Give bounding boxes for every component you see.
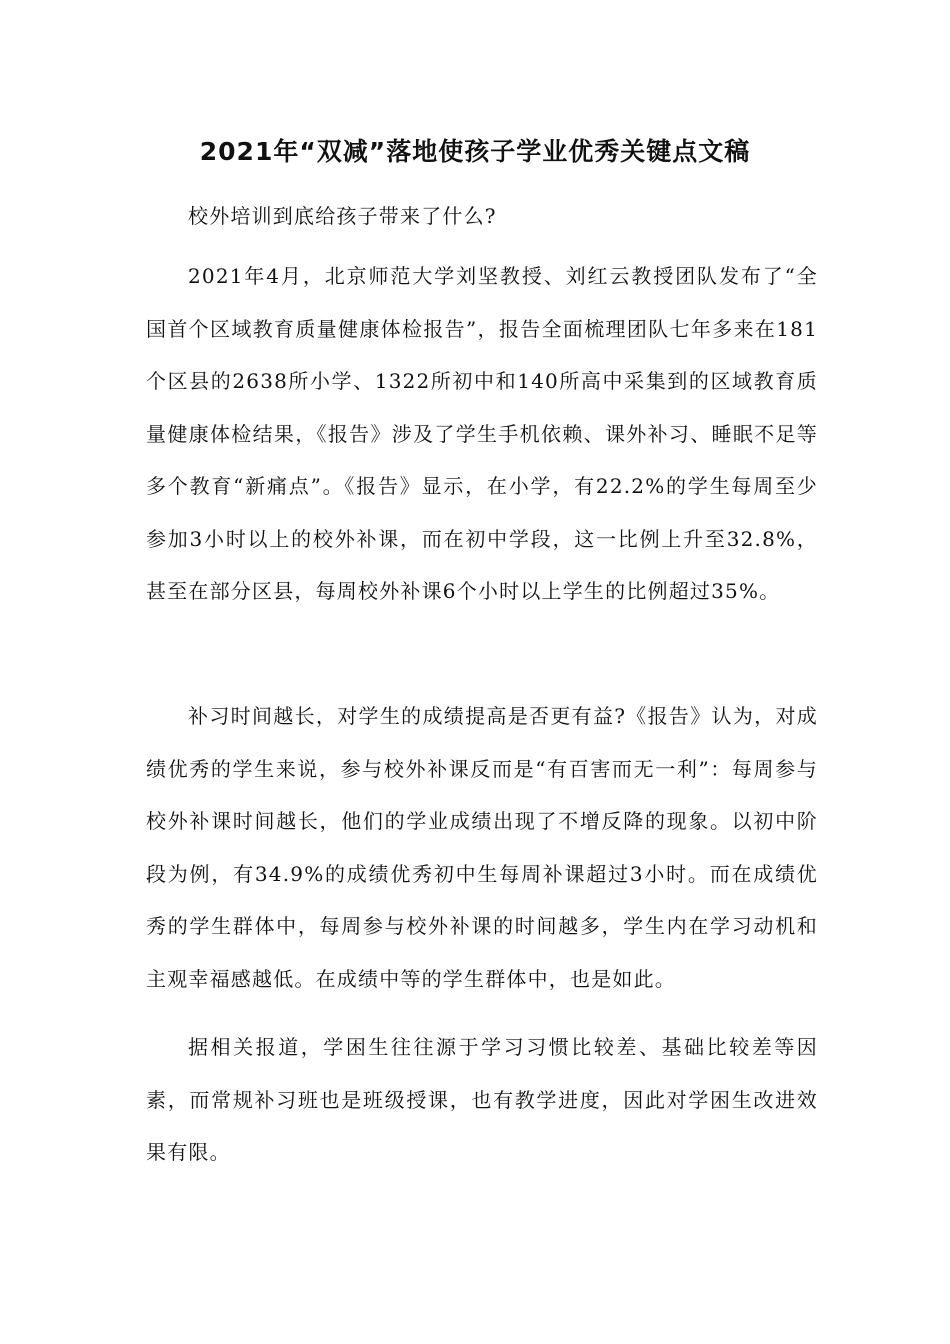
document-title: 2021年“双减”落地使孩子学业优秀关键点文稿 [199,137,751,166]
paragraph-struggling-students: 据相关报道，学困生往往源于学习习惯比较差、基础比较差等因素，而常规补习班也是班级授课，也有教学进度，因此对学困生改进效果有限。 [146,1035,818,1164]
paragraph-question: 校外培训到底给孩子带来了什么? [188,204,497,228]
paragraph-tutoring-effect: 补习时间越长，对学生的成绩提高是否更有益?《报告》认为，对成绩优秀的学生来说，参与校外补课反而是“有百害而无一利”：每周参与校外补课时间越长，他们的学业成绩出现了不增反降的现象。以初中阶段为例，有34.9%的成绩优秀初中生每周补课超过3小时。而在成绩优秀的学生群体中，每周参与校外补课的时间越多，学生内在学习动机和主观幸福感越低。在成绩中等的学生群体中，也是如此。 [146,704,818,991]
paragraph-report: 2021年4月，北京师范大学刘坚教授、刘红云教授团队发布了“全国首个区域教育质量健康体检报告”，报告全面梳理团队七年多来在181个区县的2638所小学、1322所初中和140所高中采集到的区域教育质量健康体检结果，《报告》涉及了学生手机依赖、课外补习、睡眠不足等多个教育“新痛点”。《报告》显示，在小学，有22.2%的学生每周至少参加3小时以上的校外补课，而在初中学段，这一比例上升至32.8%，甚至在部分区县，每周校外补课6个小时以上学生的比例超过35%。 [146,264,818,603]
